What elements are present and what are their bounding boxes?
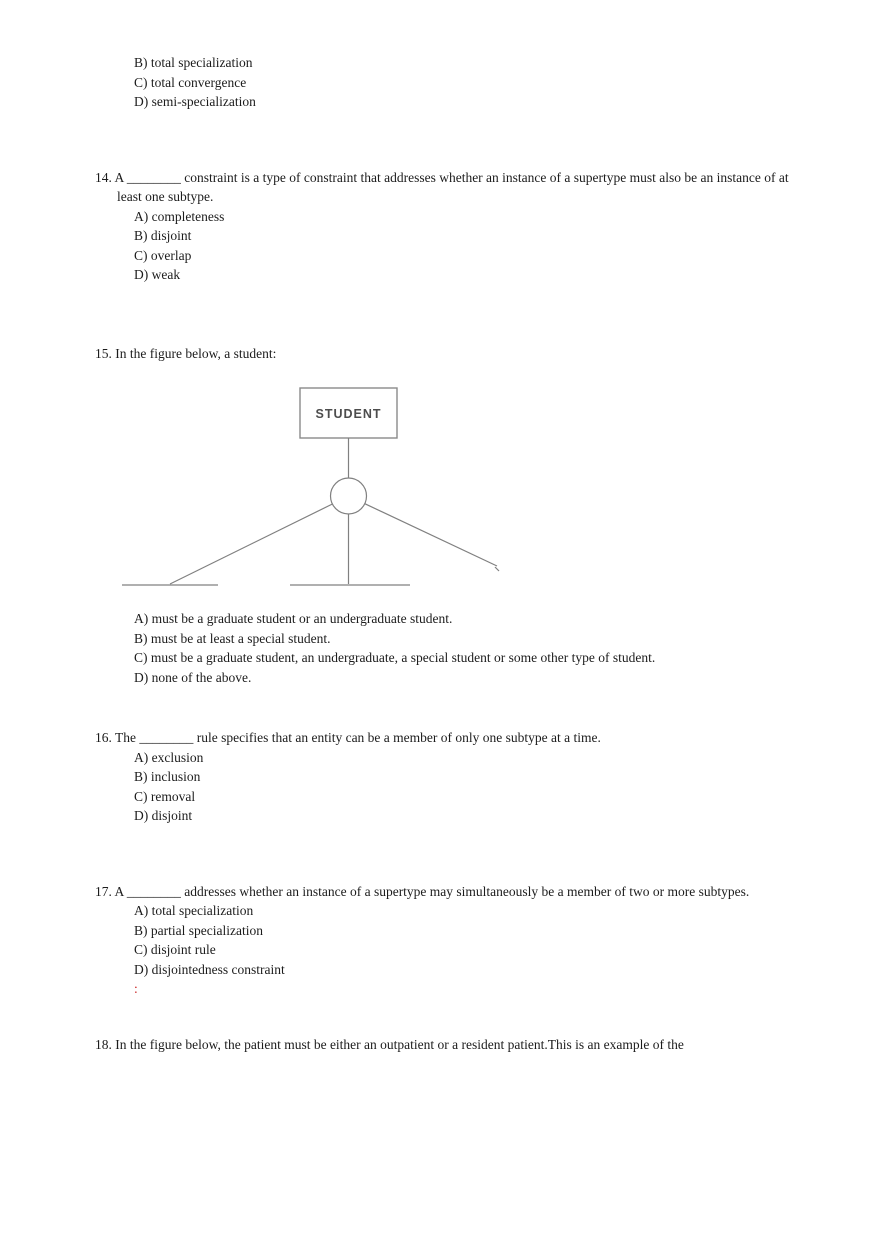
question-block-16 xyxy=(95,728,804,826)
answer-option: A) exclusion xyxy=(134,749,204,765)
answer-options xyxy=(134,609,804,687)
answer-option: C) must be a graduate student, an undergraduate, a special student or some other type of student. xyxy=(134,650,656,665)
answer-option: D) none of the above. xyxy=(134,669,252,685)
answer-option: C) disjoint rule xyxy=(134,942,216,957)
answer-option: B) inclusion xyxy=(134,769,201,784)
answer-options xyxy=(134,748,804,826)
question-block-18 xyxy=(95,1035,804,1055)
answer-option: A) total specialization xyxy=(134,903,254,918)
question-text-line xyxy=(95,1035,804,1055)
question-text-line xyxy=(95,344,804,364)
question-number: 14. xyxy=(95,169,112,185)
answer-option: B) total specialization xyxy=(134,55,253,70)
question-text-line xyxy=(95,882,804,902)
answer-option: A) completeness xyxy=(134,208,225,224)
question-text: The ________ rule specifies that an entity can be a member of only one subtype at a time. xyxy=(115,730,601,745)
question-text: A ________ addresses whether an instance of a supertype may simultaneously be a member of two or more subtypes. xyxy=(114,883,750,899)
question-number: 15. xyxy=(95,345,112,361)
answer-option: D) disjointedness constraint xyxy=(134,961,285,977)
answer-option: C) overlap xyxy=(134,247,192,263)
entity-label: STUDENT xyxy=(315,407,382,421)
subtype-line-left xyxy=(170,504,332,584)
question-number: 17. xyxy=(95,883,112,899)
subtype-line-right xyxy=(365,504,497,566)
question-block-17 xyxy=(95,882,804,999)
answer-option: D) disjoint xyxy=(134,808,193,823)
student-supertype-figure xyxy=(120,379,540,591)
question-text: A ________ constraint is a type of constraint that addresses whether an instance of a supertype must also be an instance of at least one subtype. xyxy=(114,169,789,204)
question-block-15 xyxy=(95,344,804,688)
answer-option: D) weak xyxy=(134,267,181,282)
erd-diagram xyxy=(120,379,540,591)
question-text-line xyxy=(95,168,804,207)
answer-option: B) must be at least a special student. xyxy=(134,630,331,646)
question-text-line xyxy=(95,728,804,748)
subtype-circle xyxy=(331,478,367,514)
question-block-14 xyxy=(95,168,804,285)
answer-option: D) semi-specialization xyxy=(134,94,256,109)
question-number: 16. xyxy=(95,730,112,745)
answer-options xyxy=(134,901,804,979)
answer-option: B) partial specialization xyxy=(134,922,263,938)
question-text: In the figure below, a student: xyxy=(115,345,277,361)
red-colon-note: : xyxy=(134,981,138,996)
subtype-box-top-right xyxy=(495,567,499,571)
question-text: In the figure below, the patient must be either an outpatient or a resident patient.This is an example of the xyxy=(115,1036,684,1052)
answer-option: B) disjoint xyxy=(134,228,192,243)
question-number: 18. xyxy=(95,1036,112,1052)
leading-options xyxy=(134,53,804,112)
answer-option: C) total convergence xyxy=(134,74,247,90)
answer-option: A) must be a graduate student or an undergraduate student. xyxy=(134,611,453,626)
answer-option: C) removal xyxy=(134,788,196,804)
answer-options xyxy=(134,207,804,285)
